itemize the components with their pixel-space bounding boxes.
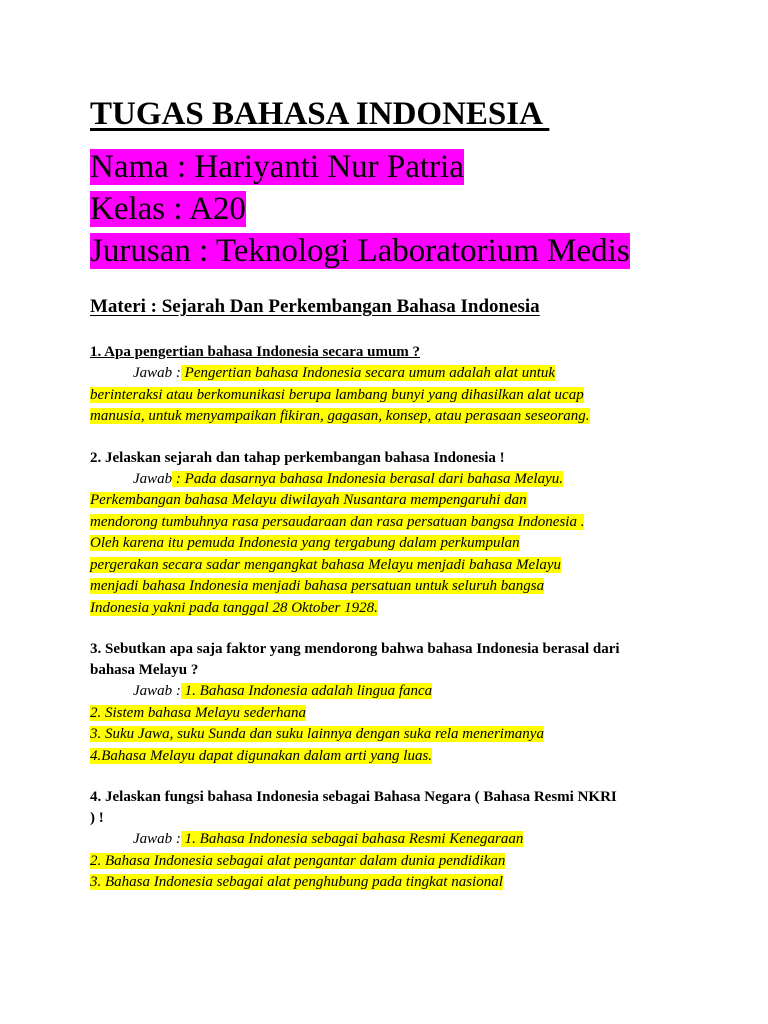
document-title: TUGAS BAHASA INDONESIA [90,96,550,132]
questions-list [90,342,688,894]
jawab-label: Jawab : [133,365,181,381]
question-text: 3. Sebutkan apa saja faktor yang mendorong bahwa bahasa Indonesia berasal dari [90,641,620,657]
answer-block [90,829,688,894]
answer-text: 4.Bahasa Melayu dapat digunakan dalam arti yang luas. [90,747,433,764]
answer-block [90,363,688,428]
question-text: 1. Apa pengertian bahasa Indonesia secara umum ? [90,344,421,360]
name-text: Nama : Hariyanti Nur Patria [90,149,464,185]
answer-block [90,681,688,767]
answer-text: menjadi bahasa Indonesia menjadi bahasa persatuan untuk seluruh bangsa [90,578,545,594]
answer-text: pergerakan secara sadar mengangkat bahasa Melayu menjadi bahasa Melayu [90,556,562,573]
name-line [90,146,688,188]
answer-text: Oleh karena itu pemuda Indonesia yang tergabung dalam perkumpulan [90,535,520,551]
materi-heading: Materi : Sejarah Dan Perkembangan Bahasa Indonesia [90,296,540,317]
answer-text: 2. Bahasa Indonesia sebagai alat pengantar dalam dunia pendidikan [90,852,506,869]
jawab-label: Jawab [133,470,173,487]
question-text: ) ! [90,810,104,826]
jawab-label: Jawab : [133,683,181,699]
question-block-1 [90,342,688,428]
class-line [90,188,688,230]
jawab-label: Jawab : [133,831,181,847]
identity-block [90,146,688,272]
answer-text: Indonesia yakni pada tanggal 28 Oktober 1928. [90,599,378,616]
answer-text: 1. Bahasa Indonesia sebagai bahasa Resmi Kenegaraan [180,831,524,847]
answer-block [90,469,688,620]
answer-text: berinteraksi atau berkomunikasi berupa lambang bunyi yang dihasilkan alat ucap [90,386,584,403]
question-text: 2. Jelaskan sejarah dan tahap perkembangan bahasa Indonesia ! [90,449,505,466]
question-block-3 [90,639,688,767]
answer-text: 1. Bahasa Indonesia adalah lingua fanca [180,683,433,699]
answer-text: 3. Bahasa Indonesia sebagai alat penghubung pada tingkat nasional [90,874,503,890]
question-text: bahasa Melayu ? [90,662,199,678]
answer-text: Pengertian bahasa Indonesia secara umum adalah alat untuk [180,365,556,381]
major-line [90,230,688,272]
class-text: Kelas : A20 [90,191,246,227]
answer-text: Perkembangan bahasa Melayu diwilayah Nusantara mempengaruhi dan [90,492,527,508]
answer-text: 3. Suku Jawa, suku Sunda dan suku lainnya dengan suka rela menerimanya [90,726,544,742]
question-block-4 [90,787,688,894]
question-block-2 [90,448,688,620]
question-text: 4. Jelaskan fungsi bahasa Indonesia sebagai Bahasa Negara ( Bahasa Resmi NKRI [90,789,617,805]
answer-text: 2. Sistem bahasa Melayu sederhana [90,704,306,721]
answer-text: manusia, untuk menyampaikan fikiran, gagasan, konsep, atau perasaan seseorang. [90,408,590,424]
answer-text: : Pada dasarnya bahasa Indonesia berasal dari bahasa Melayu. [172,470,563,487]
major-text: Jurusan : Teknologi Laboratorium Medis [90,233,630,269]
answer-text: mendorong tumbuhnya rasa persaudaraan dan rasa persatuan bangsa Indonesia . [90,513,585,530]
